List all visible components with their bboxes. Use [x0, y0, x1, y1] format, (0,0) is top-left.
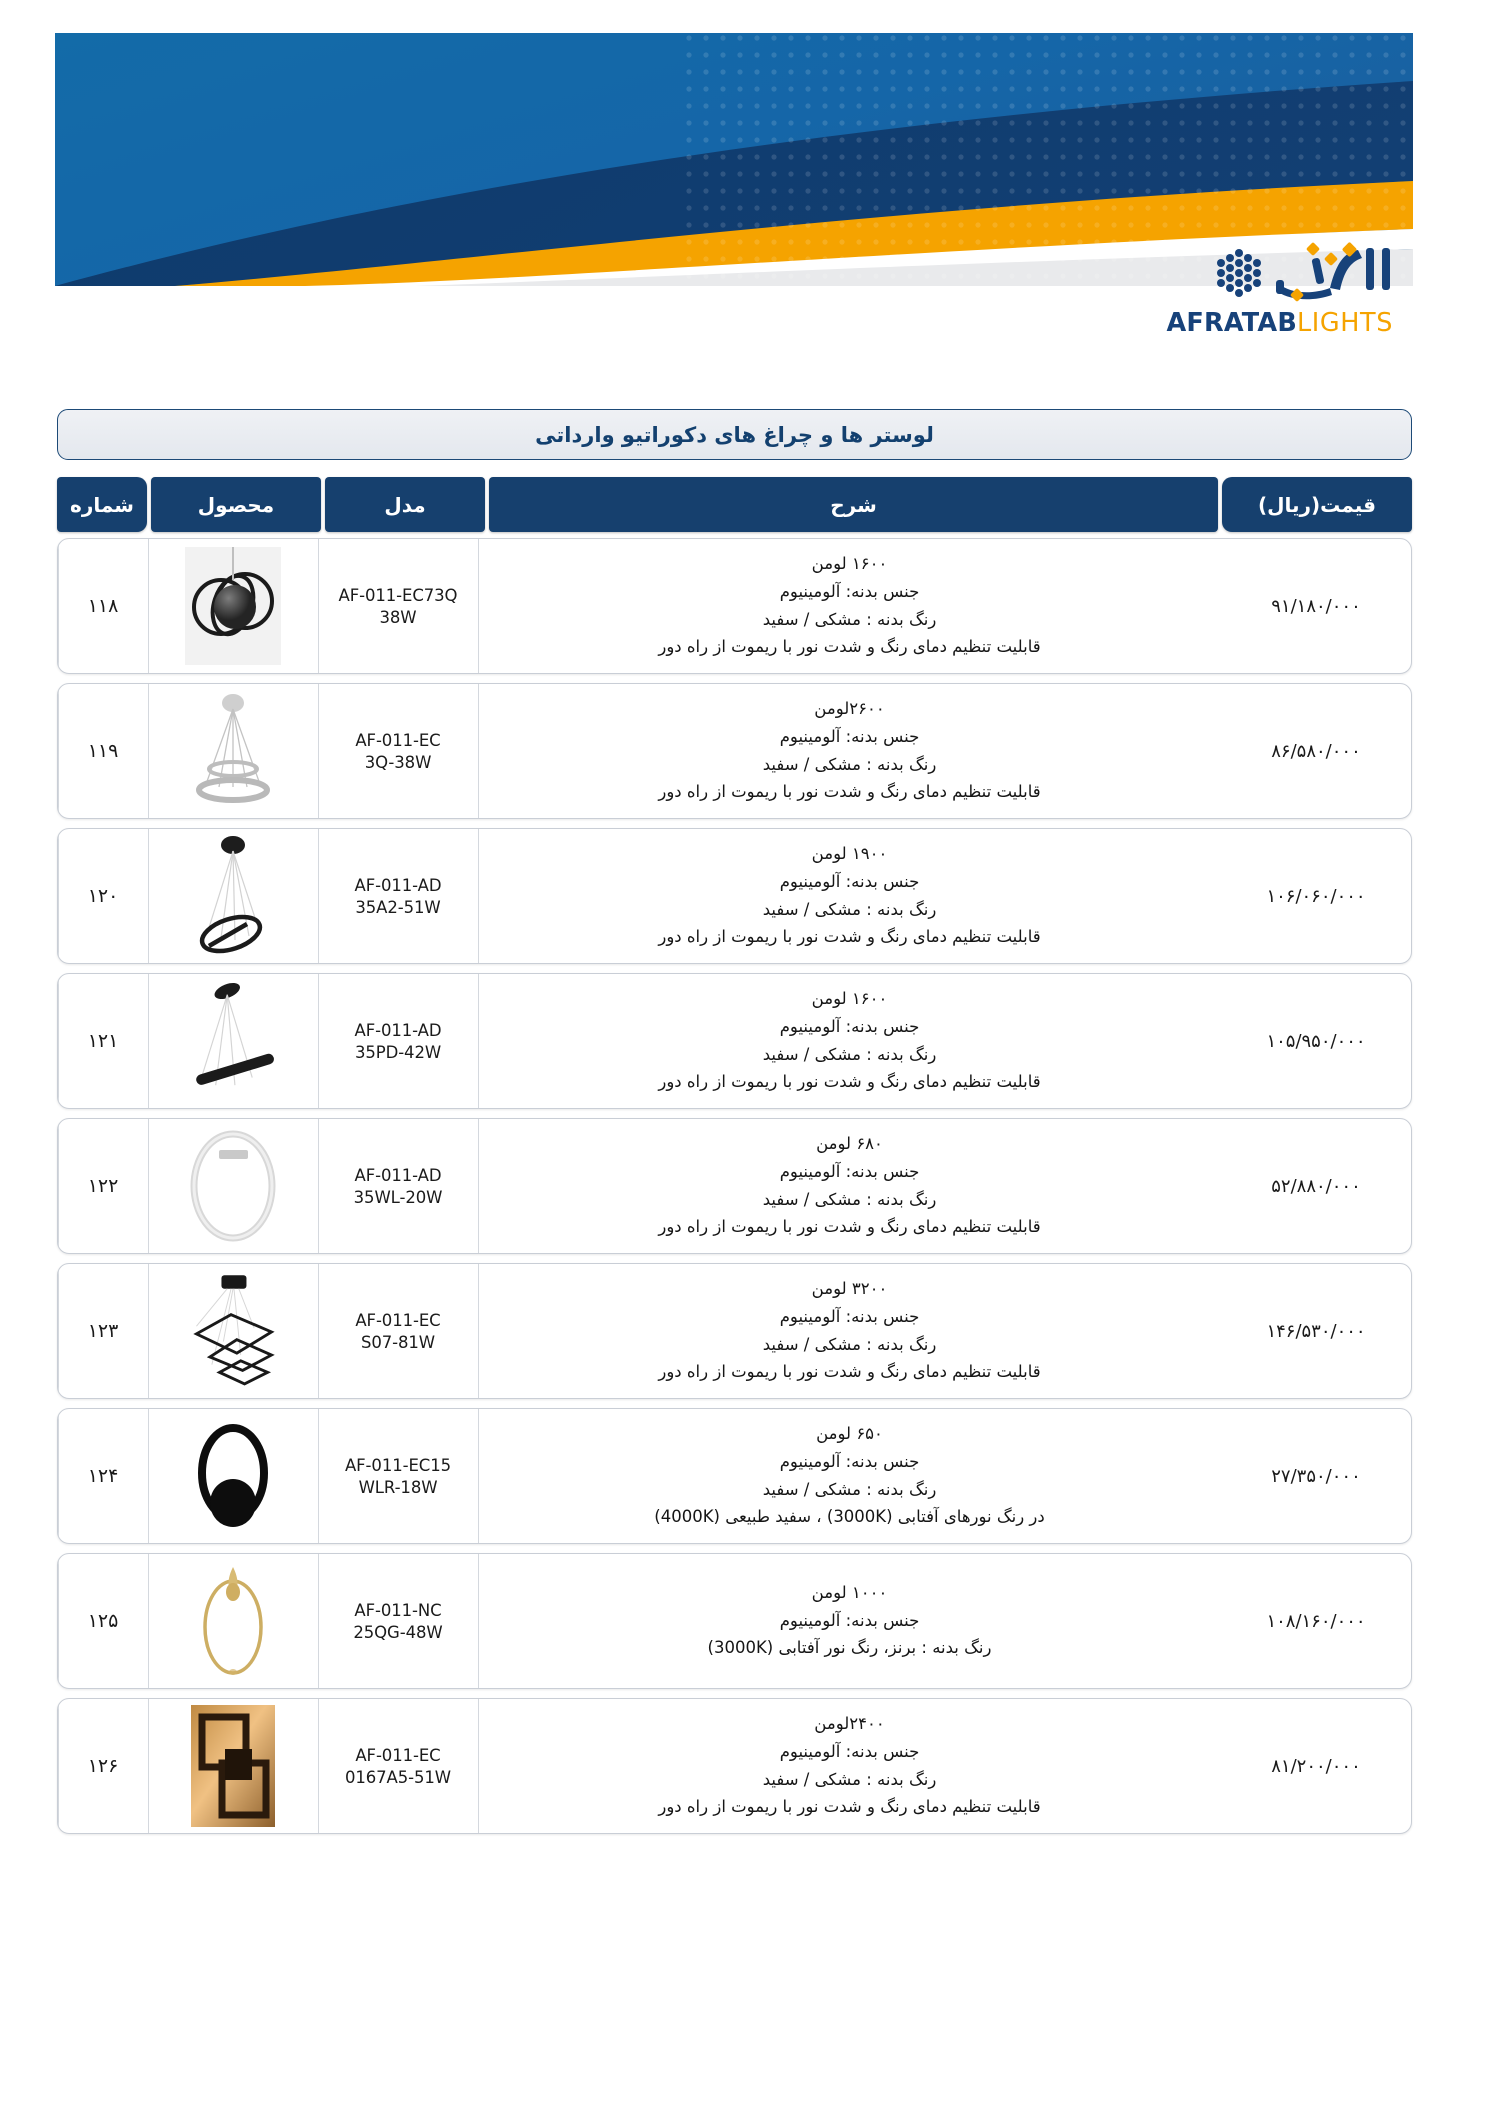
- cell-row-number: ۱۲۳: [58, 1264, 148, 1398]
- description-line: رنگ بدنه : مشکی / سفید: [762, 1769, 937, 1789]
- cell-description: [478, 974, 1221, 1108]
- model-code-line-2: 3Q-38W: [364, 752, 432, 772]
- description-line: ۱۶۰۰ لومن: [811, 554, 888, 574]
- cell-product-image: [148, 974, 318, 1108]
- cell-price: ۱۰۶/۰۶۰/۰۰۰: [1266, 885, 1366, 907]
- cell-model: [318, 974, 478, 1108]
- column-header-model: مدل: [325, 477, 485, 532]
- chandelier-sphere-rings-photo-icon: [183, 545, 283, 667]
- description-line: رنگ بدنه : برنز، رنگ نور آفتابی (3000K): [707, 1638, 992, 1658]
- description-line: جنس بدنه: آلومینیوم: [779, 1306, 920, 1326]
- model-code-line-1: AF-011-AD: [354, 1020, 442, 1040]
- cell-price: ۲۷/۳۵۰/۰۰۰: [1271, 1465, 1361, 1487]
- description-line: رنگ بدنه : مشکی / سفید: [762, 1479, 937, 1499]
- description-line: قابلیت تنظیم دمای رنگ و شدت نور با ریموت از راه دور: [658, 1217, 1041, 1237]
- model-code-line-1: AF-011-AD: [354, 875, 442, 895]
- model-code-line-2: 35WL-20W: [353, 1187, 443, 1207]
- model-code-line-2: WLR-18W: [358, 1477, 438, 1497]
- description-line: جنس بدنه: آلومینیوم: [779, 1741, 920, 1761]
- cell-description: [478, 1409, 1221, 1543]
- model-code-line-1: AF-011-EC: [355, 1745, 441, 1765]
- cell-price: ۸۶/۵۸۰/۰۰۰: [1271, 740, 1361, 762]
- description-line: جنس بدنه: آلومینیوم: [779, 1016, 920, 1036]
- cell-price: ۸۱/۲۰۰/۰۰۰: [1271, 1755, 1361, 1777]
- table-row[interactable]: [57, 1118, 1412, 1254]
- cell-model: [318, 1409, 478, 1543]
- description-line: جنس بدنه: آلومینیوم: [779, 726, 920, 746]
- column-header-product: محصول: [151, 477, 321, 532]
- cell-model: [318, 539, 478, 673]
- cell-row-number: ۱۲۰: [58, 829, 148, 963]
- cell-product-image: [148, 829, 318, 963]
- cell-row-number: ۱۲۵: [58, 1554, 148, 1688]
- description-line: ۲۴۰۰لومن: [814, 1714, 885, 1734]
- table-row[interactable]: [57, 683, 1412, 819]
- cell-product-image: [148, 1264, 318, 1398]
- cell-description: [478, 539, 1221, 673]
- cell-row-number: ۱۲۲: [58, 1119, 148, 1253]
- cell-price: ۱۴۶/۵۳۰/۰۰۰: [1266, 1320, 1366, 1342]
- cell-row-number: ۱۲۴: [58, 1409, 148, 1543]
- cell-model: [318, 1699, 478, 1833]
- cell-model: [318, 1554, 478, 1688]
- cell-row-number: ۱۱۸: [58, 539, 148, 673]
- cell-product-image: [148, 1409, 318, 1543]
- cell-description: [478, 1699, 1221, 1833]
- model-code-line-1: AF-011-AD: [354, 1165, 442, 1185]
- cell-price: ۹۱/۱۸۰/۰۰۰: [1271, 595, 1361, 617]
- model-code-line-1: AF-011-EC: [355, 1310, 441, 1330]
- description-line: قابلیت تنظیم دمای رنگ و شدت نور با ریموت از راه دور: [658, 637, 1041, 657]
- column-header-price: قیمت(ریال): [1222, 477, 1412, 532]
- description-line: رنگ بدنه : مشکی / سفید: [762, 1044, 937, 1064]
- description-line: رنگ بدنه : مشکی / سفید: [762, 609, 937, 629]
- description-line: جنس بدنه: آلومینیوم: [779, 581, 920, 601]
- logo-mark-row: [1213, 240, 1395, 306]
- model-code-line-2: 0167A5-51W: [344, 1767, 452, 1787]
- chandelier-double-ring-pendant-icon: [183, 690, 283, 812]
- description-line: جنس بدنه: آلومینیوم: [779, 871, 920, 891]
- description-line: قابلیت تنظیم دمای رنگ و شدت نور با ریموت از راه دور: [658, 782, 1041, 802]
- description-line: در رنگ نورهای آفتابی (3000K) ، سفید طبیعی (4000K): [654, 1507, 1045, 1527]
- table-row[interactable]: [57, 973, 1412, 1109]
- description-line: جنس بدنه: آلومینیوم: [779, 1161, 920, 1181]
- chandelier-angled-bar-pendant-icon: [183, 980, 283, 1102]
- description-line: رنگ بدنه : مشکی / سفید: [762, 899, 937, 919]
- table-row[interactable]: [57, 538, 1412, 674]
- model-code-line-2: 35A2-51W: [355, 897, 441, 917]
- description-line: ۱۶۰۰ لومن: [811, 989, 888, 1009]
- description-line: جنس بدنه: آلومینیوم: [779, 1451, 920, 1471]
- cell-row-number: ۱۲۱: [58, 974, 148, 1108]
- column-header-number: شماره: [57, 477, 147, 532]
- cell-row-number: ۱۱۹: [58, 684, 148, 818]
- cell-model: [318, 1119, 478, 1253]
- table-row[interactable]: [57, 1698, 1412, 1834]
- cell-model: [318, 829, 478, 963]
- description-line: رنگ بدنه : مشکی / سفید: [762, 1334, 937, 1354]
- logo-wordmark: [1166, 308, 1393, 338]
- table-header-row: [57, 477, 1412, 532]
- description-line: جنس بدنه: آلومینیوم: [779, 1610, 920, 1630]
- model-code-line-1: AF-011-EC73Q: [338, 585, 458, 605]
- cell-description: [478, 1119, 1221, 1253]
- model-code-line-2: S07-81W: [360, 1332, 436, 1352]
- logo-name-primary: AFRATAB: [1166, 308, 1297, 338]
- cell-product-image: [148, 1119, 318, 1253]
- wall-lamp-black-ring-icon: [183, 1415, 283, 1537]
- cell-product-image: [148, 539, 318, 673]
- cell-description: [478, 829, 1221, 963]
- brand-logo: [1165, 240, 1395, 350]
- cell-description: [478, 1264, 1221, 1398]
- cell-product-image: [148, 684, 318, 818]
- model-code-line-1: AF-011-NC: [354, 1600, 442, 1620]
- cell-price: ۵۲/۸۸۰/۰۰۰: [1271, 1175, 1361, 1197]
- hexagon-dots-icon: [1213, 248, 1265, 298]
- table-row[interactable]: [57, 1263, 1412, 1399]
- cell-model: [318, 684, 478, 818]
- cell-product-image: [148, 1699, 318, 1833]
- chandelier-stacked-squares-icon: [183, 1270, 283, 1392]
- wall-lamp-gold-oval-icon: [183, 1560, 283, 1682]
- model-code-line-1: AF-011-EC15: [344, 1455, 452, 1475]
- description-line: ۱۰۰۰ لومن: [811, 1583, 888, 1603]
- description-line: قابلیت تنظیم دمای رنگ و شدت نور با ریموت از راه دور: [658, 1797, 1041, 1817]
- cell-model: [318, 1264, 478, 1398]
- chandelier-interlocking-lit-squares-icon: [183, 1705, 283, 1827]
- section-title-bar: [57, 409, 1412, 460]
- model-code-line-2: 38W: [379, 607, 417, 627]
- cell-row-number: ۱۲۶: [58, 1699, 148, 1833]
- cell-price: ۱۰۸/۱۶۰/۰۰۰: [1266, 1610, 1366, 1632]
- logo-name-secondary: LIGHTS: [1296, 308, 1393, 338]
- description-line: قابلیت تنظیم دمای رنگ و شدت نور با ریموت از راه دور: [658, 1072, 1041, 1092]
- wall-lamp-white-ring-icon: [183, 1125, 283, 1247]
- cell-price: ۱۰۵/۹۵۰/۰۰۰: [1266, 1030, 1366, 1052]
- cell-description: [478, 1554, 1221, 1688]
- model-code-line-2: 25QG-48W: [353, 1622, 443, 1642]
- description-line: ۱۹۰۰ لومن: [811, 844, 888, 864]
- table-row[interactable]: [57, 1408, 1412, 1544]
- description-line: ۳۲۰۰ لومن: [811, 1279, 888, 1299]
- description-line: رنگ بدنه : مشکی / سفید: [762, 1189, 937, 1209]
- cell-description: [478, 684, 1221, 818]
- table-row[interactable]: [57, 828, 1412, 964]
- description-line: ۶۸۰ لومن: [816, 1134, 883, 1154]
- description-line: ۶۵۰ لومن: [816, 1424, 883, 1444]
- product-table-body: [57, 538, 1412, 1843]
- model-code-line-2: 35PD-42W: [354, 1042, 442, 1062]
- page-title: لوستر ها و چراغ های دکوراتیو وارداتی: [535, 422, 934, 447]
- description-line: رنگ بدنه : مشکی / سفید: [762, 754, 937, 774]
- table-row[interactable]: [57, 1553, 1412, 1689]
- model-code-line-1: AF-011-EC: [355, 730, 441, 750]
- chandelier-cone-with-ring-icon: [183, 835, 283, 957]
- description-line: قابلیت تنظیم دمای رنگ و شدت نور با ریموت از راه دور: [658, 927, 1041, 947]
- afratab-persian-script-icon: [1270, 242, 1395, 304]
- description-line: قابلیت تنظیم دمای رنگ و شدت نور با ریموت از راه دور: [658, 1362, 1041, 1382]
- description-line: ۲۶۰۰لومن: [814, 699, 885, 719]
- column-header-description: شرح: [489, 477, 1218, 532]
- cell-product-image: [148, 1554, 318, 1688]
